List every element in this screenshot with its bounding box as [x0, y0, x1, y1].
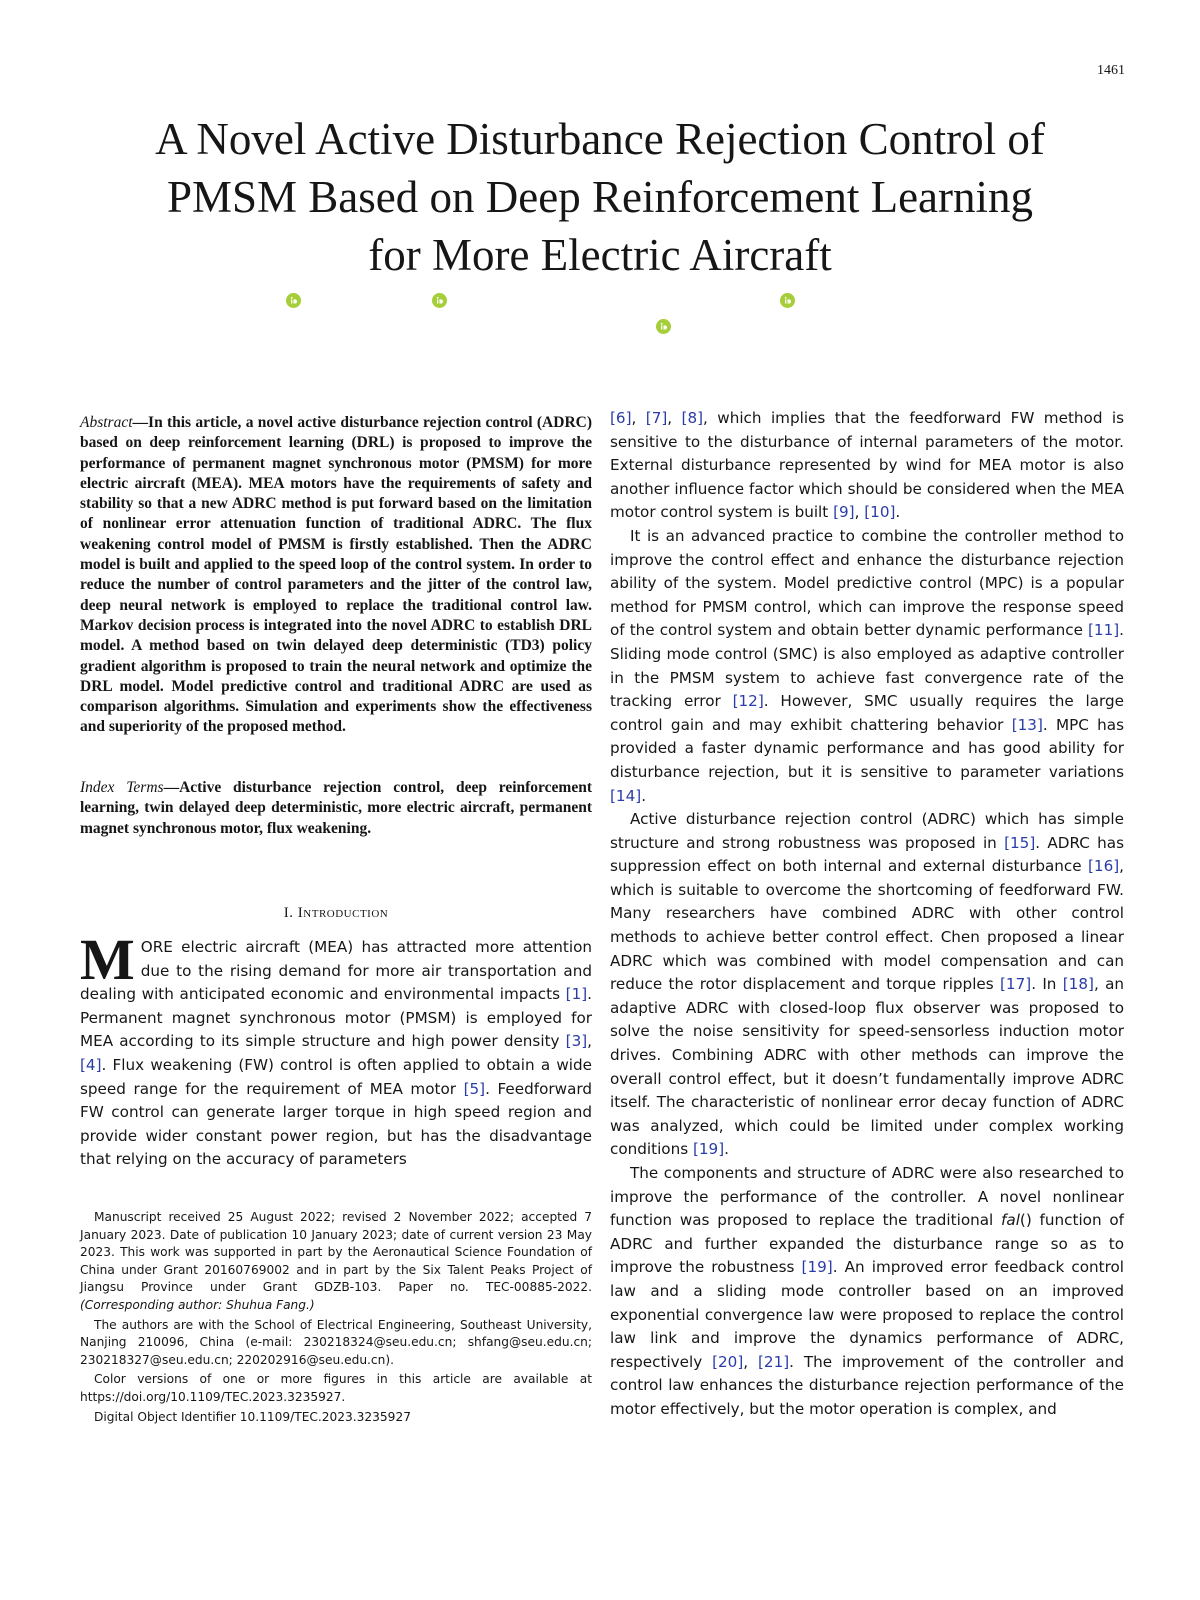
citation-link[interactable]: [20] — [712, 1352, 744, 1371]
paragraph — [610, 1162, 1124, 1422]
function-name: fal — [1001, 1211, 1020, 1230]
index-terms — [80, 778, 592, 839]
drop-cap: M — [80, 927, 135, 992]
citation-link[interactable]: [3] — [565, 1032, 588, 1051]
section-title: Introduction — [297, 905, 389, 921]
citation-link[interactable]: [6] — [610, 409, 632, 427]
right-column — [610, 407, 1124, 1422]
paragraph — [610, 407, 1124, 525]
section-heading — [80, 905, 592, 922]
intro-text: . Permanent magnet synchronous motor (PMSM) is employed for MEA according to its simple structure and high power density — [80, 985, 592, 1051]
text: Active disturbance rejection control (ADRC) which has simple structure and strong robustness was proposed in — [610, 810, 1124, 852]
abstract-text: —In this article, a novel active disturbance rejection control (ADRC) based on deep reinforcement learning (DRL) is proposed to improve the performance of permanent magnet synchronous motor (PMSM) for more electric aircraft (MEA). MEA motors have the requirements of safety and stability so that a new ADRC method is put forward based on the limitation of nonlinear error attenuation function of traditional ADRC. The flux weakening control model of PMSM is firstly established. Then the ADRC model is built and applied to the speed loop of the control system. In order to reduce the number of control parameters and the jitter of the control law, deep neural network is employed to replace the traditional control law. Markov decision process is integrated into the novel ADRC to establish DRL model. A method based on twin delayed deep deterministic (TD3) policy gradient algorithm is proposed to train the neural network and optimize the DRL model. Model predictive control and traditional ADRC are used as comparison algorithms. Simulation and experiments show the effectiveness and superiority of the proposed method. — [80, 414, 592, 736]
citation-link[interactable]: [9] — [833, 503, 855, 522]
text: . — [724, 1140, 729, 1159]
text: It is an advanced practice to combine the controller method to improve the control effect and enhance the disturbance rejection ability of the system. Model predictive control (MPC) is a popular method for PMSM control, which can improve the response speed of the control system and obtain better dynamic performance — [610, 526, 1124, 640]
text: . MPC has provided a faster dynamic performance and has good ability for disturbance rejection, but it is sensitive to parameter variations — [610, 715, 1125, 781]
orcid-icon[interactable] — [656, 319, 671, 334]
citation-link[interactable]: [14] — [610, 786, 642, 805]
orcid-icon[interactable] — [780, 293, 795, 308]
text: . ADRC has suppression effect on both internal and external disturbance — [610, 833, 1124, 876]
citation-link[interactable]: [19] — [692, 1140, 725, 1159]
citation-link[interactable]: [5] — [463, 1079, 486, 1098]
text: , which implies that the feedforward FW method is sensitive to the disturbance of internal parameters of the motor. External disturbance represented by wind for MEA motor is also another influence factor which should be considered when the MEA motor control system is built — [610, 409, 1125, 522]
title-line-3: for More Electric Aircraft — [368, 230, 832, 280]
footnote-text: Manuscript received 25 August 2022; revised 2 November 2022; accepted 7 January 2023. Date of publication 10 January 2023; date of current version 23 May 2023. This work was supported in part by the Aeronautical Science Foundation of China under Grant 20160769002 and in part by the Six Talent Peaks Project of Jiangsu Province under Grant GDZB-103. Paper no. TEC-00885-2022. — [80, 1210, 592, 1295]
orcid-icon[interactable] — [432, 293, 447, 308]
paragraph — [610, 525, 1124, 808]
text: . — [895, 503, 901, 522]
abstract — [80, 413, 592, 738]
page-number: 1461 — [1097, 63, 1125, 78]
citation-link[interactable]: [4] — [80, 1055, 102, 1074]
intro-text: . Feedforward FW control can generate larger torque in high speed region and provide wider constant power region, but has the disadvantage that relying on the accuracy of parameters — [80, 1079, 592, 1169]
intro-paragraph — [80, 927, 592, 1172]
citation-link[interactable]: [1] — [565, 985, 588, 1004]
affiliation-footnote: The authors are with the School of Electrical Engineering, Southeast University, Nanjing 210096, China (e-mail: 230218324@seu.edu.cn; shfang@seu.edu.cn; 230218327@seu.edu.cn; 220202916@seu.edu.cn). — [80, 1317, 592, 1367]
abstract-lead: Abstract — [80, 414, 133, 431]
text: . — [641, 786, 647, 805]
citation-link[interactable]: [11] — [1087, 621, 1120, 640]
text: , which is suitable to overcome the shortcoming of feedforward FW. Many researchers have combined ADRC with other control methods to achieve better control effect. Chen proposed a linear ADRC which was combined with model compensation and can reduce the rotor displacement and torque ripples — [610, 857, 1124, 994]
corresponding-author: (Corresponding author: Shuhua Fang.) — [80, 1297, 315, 1312]
citation-link[interactable]: [18] — [1062, 975, 1094, 994]
paragraph — [610, 808, 1124, 1162]
intro-text: , — [587, 1032, 592, 1051]
manuscript-footnote — [80, 1209, 592, 1315]
text: The components and structure of ADRC were also researched to improve the performance of the controller. A novel nonlinear function was proposed to replace the traditional — [610, 1164, 1124, 1230]
doi-footnote: Digital Object Identifier 10.1109/TEC.2023.3235927 — [94, 1409, 411, 1424]
text: , — [743, 1352, 758, 1371]
index-terms-text: —Active disturbance rejection control, deep reinforcement learning, twin delayed deep deterministic, more electric aircraft, permanent magnet synchronous motor, flux weakening. — [80, 779, 592, 837]
citation-link[interactable]: [13] — [1011, 715, 1043, 734]
citation-link[interactable]: [10] — [864, 503, 896, 522]
title-line-2: PMSM Based on Deep Reinforcement Learning — [166, 172, 1034, 222]
intro-text: . Flux weakening (FW) control is often applied to obtain a wide speed range for the requirement of MEA motor — [80, 1055, 592, 1098]
text: . In — [1031, 975, 1063, 994]
text: , — [667, 409, 682, 427]
text: , — [854, 503, 865, 522]
text: . An improved error feedback control law and a sliding mode controller based on an improved exponential convergence law were proposed to replace the control law link and improve the dynamics performance of ADRC, respectively — [610, 1258, 1124, 1371]
citation-link[interactable]: [12] — [732, 692, 764, 711]
section-number: I. — [283, 905, 294, 921]
title-line-1: A Novel Active Disturbance Rejection Control of — [155, 114, 1045, 164]
citation-link[interactable]: [7] — [645, 409, 668, 427]
citation-link[interactable]: [19] — [801, 1258, 833, 1277]
color-versions-footnote: Color versions of one or more figures in this article are available at https://doi.org/10.1109/TEC.2023.3235927. — [80, 1372, 592, 1404]
text: , — [631, 409, 646, 427]
text: . However, SMC usually requires the large control gain and may exhibit chattering behavior — [610, 692, 1124, 734]
orcid-icon[interactable] — [286, 293, 301, 308]
citation-link[interactable]: [16] — [1087, 857, 1120, 876]
footnotes — [80, 1209, 592, 1428]
citation-link[interactable]: [21] — [757, 1352, 790, 1371]
citation-link[interactable]: [8] — [681, 409, 704, 427]
index-terms-lead: Index Terms — [80, 779, 164, 796]
text: , an adaptive ADRC with closed-loop flux observer was proposed to solve the noise sensitivity for speed-sensorless induction motor drives. Combining ADRC with other methods can improve the overall control effect, but it doesn’t fundamentally improve ADRC itself. The characteristic of nonlinear error decay function of ADRC was analyzed, which could be limited under complex working conditions — [610, 975, 1125, 1159]
citation-link[interactable]: [15] — [1004, 833, 1036, 852]
paper-title — [60, 110, 1140, 284]
intro-text: ORE electric aircraft (MEA) has attracted more attention due to the rising demand for more air transportation and dealing with anticipated economic and environmental impacts — [80, 938, 592, 1004]
citation-link[interactable]: [17] — [1000, 975, 1032, 994]
text: . Sliding mode control (SMC) is also employed as adaptive controller in the PMSM system to achieve fast convergence rate of the tracking error — [610, 621, 1124, 711]
text: . The improvement of the controller and control law enhances the disturbance rejection performance of the motor effectively, but the motor operation is complex, and — [610, 1352, 1124, 1418]
text: () function of ADRC and further expanded the disturbance range so as to improve the robustness — [610, 1211, 1124, 1277]
